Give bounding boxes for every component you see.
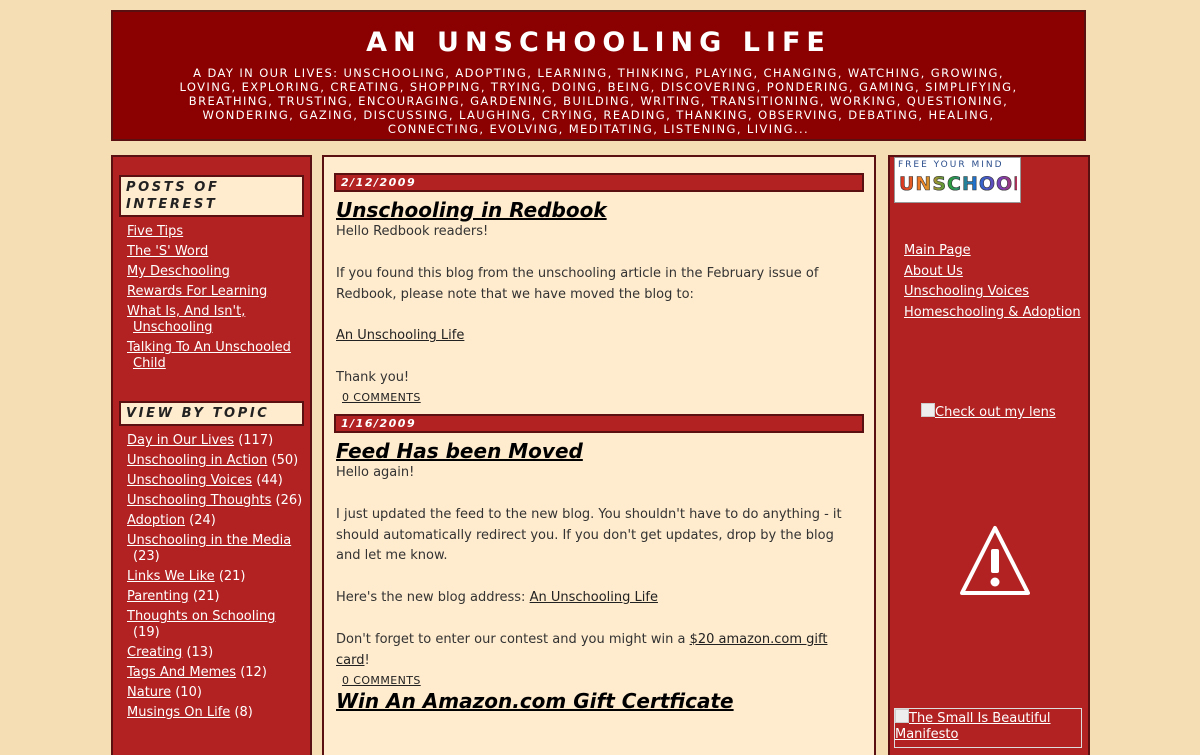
topic-link[interactable]: Unschooling in the Media	[127, 533, 292, 548]
manifesto-link[interactable]: The Small Is Beautiful Manifesto	[895, 711, 1051, 742]
post-date: 2/12/2009	[334, 173, 864, 192]
list-item	[127, 589, 304, 605]
post-text: Don't forget to enter our contest and you might win a	[336, 631, 690, 647]
topic-link[interactable]: Nature	[127, 685, 172, 700]
topic-count: (23)	[133, 549, 160, 564]
gift-card-link[interactable]: $20 amazon.com gift card	[336, 631, 828, 668]
list-item	[127, 645, 304, 661]
topic-link[interactable]: Creating	[127, 645, 183, 660]
unschool-logo	[895, 172, 1020, 199]
nav-link-main-page[interactable]: Main Page	[904, 243, 971, 258]
post-title	[336, 689, 862, 713]
new-blog-link[interactable]: An Unschooling Life	[529, 590, 658, 606]
post-paragraph	[336, 326, 862, 347]
topic-link[interactable]: Tags And Memes	[127, 665, 237, 680]
broken-image-icon	[895, 709, 909, 723]
post-paragraph: Hello again!	[336, 464, 415, 480]
list-item	[904, 284, 1081, 300]
nav-link-unschooling-voices[interactable]: Unschooling Voices	[904, 284, 1030, 299]
post-paragraph: I just updated the feed to the new blog. You shouldn't have to do anything - it should automatically redirect you. If you don't get updates, drop by the blog and let me know.	[336, 506, 842, 564]
topic-count: (44)	[256, 473, 283, 488]
list-item	[127, 340, 304, 372]
manifesto-image[interactable]	[894, 708, 1082, 748]
post-title-link[interactable]: Feed Has been Moved	[336, 438, 583, 463]
topic-count: (10)	[175, 685, 202, 700]
list-item	[127, 665, 304, 681]
post-body	[336, 463, 862, 672]
warning-icon	[960, 525, 1030, 601]
post-link-talking[interactable]: Talking To An Unschooled Child	[127, 340, 291, 371]
right-sidebar	[888, 155, 1090, 755]
topic-count: (21)	[218, 569, 246, 584]
topic-link[interactable]: Parenting	[127, 589, 189, 604]
topic-link[interactable]: Unschooling Voices	[127, 473, 253, 488]
post-link-my-deschooling[interactable]: My Deschooling	[127, 264, 230, 279]
comments-link[interactable]: 0 COMMENTS	[342, 390, 421, 404]
post-link-s-word[interactable]: The 'S' Word	[127, 244, 209, 259]
comments-link[interactable]: 0 COMMENTS	[342, 673, 421, 687]
post-paragraph: Hello Redbook readers!	[336, 224, 489, 239]
unschool-logo-graphic	[897, 172, 1017, 194]
topic-link[interactable]: Day in Our Lives	[127, 433, 235, 448]
post-title-link[interactable]: Unschooling in Redbook	[336, 198, 607, 222]
topic-count: (12)	[240, 665, 267, 680]
post-date: 1/16/2009	[334, 414, 864, 433]
post-link-what-is[interactable]: What Is, And Isn't, Unschooling	[127, 304, 246, 335]
view-by-topic-heading: VIEW BY TOPIC	[119, 401, 304, 426]
list-item	[127, 264, 304, 280]
list-item	[127, 453, 304, 469]
list-item	[127, 685, 304, 701]
badge-tagline: FREE YOUR MIND	[898, 160, 1004, 170]
topic-count: (13)	[186, 645, 214, 660]
topic-count: (26)	[275, 493, 303, 508]
post-paragraph	[336, 630, 862, 672]
list-item	[127, 473, 304, 489]
posts-of-interest-list	[113, 224, 310, 372]
unschool-logo-text: UNSCHOOL	[899, 173, 1017, 194]
post-title	[336, 198, 862, 222]
list-item	[904, 264, 1081, 280]
list-item	[904, 305, 1081, 321]
list-item	[127, 284, 304, 300]
post-text: Here's the new blog address:	[336, 590, 530, 606]
post-link-five-tips[interactable]: Five Tips	[127, 224, 184, 239]
left-sidebar	[111, 155, 312, 755]
list-item	[904, 243, 1081, 259]
topic-link[interactable]: Unschooling in Action	[127, 453, 268, 468]
topic-list	[113, 433, 310, 721]
post-footer	[342, 674, 862, 687]
post-paragraph	[336, 588, 862, 609]
posts-of-interest-heading: POSTS OF INTEREST	[119, 175, 304, 217]
list-item	[127, 705, 304, 721]
topic-link[interactable]: Thoughts on Schooling	[127, 609, 276, 624]
list-item	[127, 609, 304, 641]
post-body	[336, 222, 862, 389]
new-blog-link[interactable]: An Unschooling Life	[336, 328, 465, 344]
list-item	[127, 224, 304, 240]
lens-image[interactable]	[921, 403, 1056, 420]
list-item	[127, 433, 304, 449]
topic-count: (19)	[133, 625, 160, 640]
post-title	[336, 439, 862, 463]
post-paragraph: Thank you!	[336, 370, 410, 386]
lens-link[interactable]: Check out my lens	[935, 405, 1056, 420]
topic-count: (21)	[192, 589, 220, 604]
topic-count: (24)	[189, 513, 216, 528]
list-item	[127, 244, 304, 260]
post-title-link[interactable]: Win An Amazon.com Gift Certficate	[336, 688, 734, 713]
list-item	[127, 493, 304, 509]
unschool-badge[interactable]	[894, 157, 1021, 203]
post-text: !	[364, 652, 370, 668]
broken-image-icon	[921, 403, 935, 417]
topic-link[interactable]: Links We Like	[127, 569, 215, 584]
topic-count: (117)	[238, 433, 274, 448]
topic-link[interactable]: Unschooling Thoughts	[127, 493, 272, 508]
topic-count: (8)	[234, 705, 253, 720]
main-content	[322, 155, 876, 755]
post-paragraph: If you found this blog from the unschooling article in the February issue of Redbook, please note that we have moved the blog to:	[336, 265, 819, 302]
list-item	[127, 569, 304, 585]
list-item	[127, 513, 304, 529]
blog-description: A DAY IN OUR LIVES: UNSCHOOLING, ADOPTING, LEARNING, THINKING, PLAYING, CHANGING, WATCHING, GROWING, LOVING, EXPLORING, CREATING, SHOPPING, TRYING, DOING, BEING, DISCOVERING, PONDERING, GAMING, SIMPLIFYING, BREATHING, TRUSTING, ENCOURAGING, GARDENING, BUILDING, WRITING, TRANSITIONING, WORKING, QUESTIONING, WONDERING, GAZING, DISCUSSING, LAUGHING, CRYING, READING, THANKING, OBSERVING, DEBATING, HEALING, CONNECTING, EVOLVING, MEDITATING, LISTENING, LIVING...	[179, 66, 1018, 136]
post-footer	[342, 391, 862, 404]
nav-link-homeschooling-adoption[interactable]: Homeschooling & Adoption	[904, 304, 1081, 320]
list-item	[127, 304, 304, 336]
right-nav	[904, 243, 1081, 325]
nav-link-about-us[interactable]: About Us	[904, 263, 963, 279]
blog-title: AN UNSCHOOLING LIFE	[366, 27, 831, 58]
topic-count: (50)	[271, 453, 299, 468]
topic-link[interactable]: Musings On Life	[127, 705, 231, 720]
post-link-rewards[interactable]: Rewards For Learning	[127, 284, 268, 299]
blog-header	[111, 10, 1086, 141]
topic-link[interactable]: Adoption	[127, 513, 186, 528]
list-item	[127, 533, 304, 565]
